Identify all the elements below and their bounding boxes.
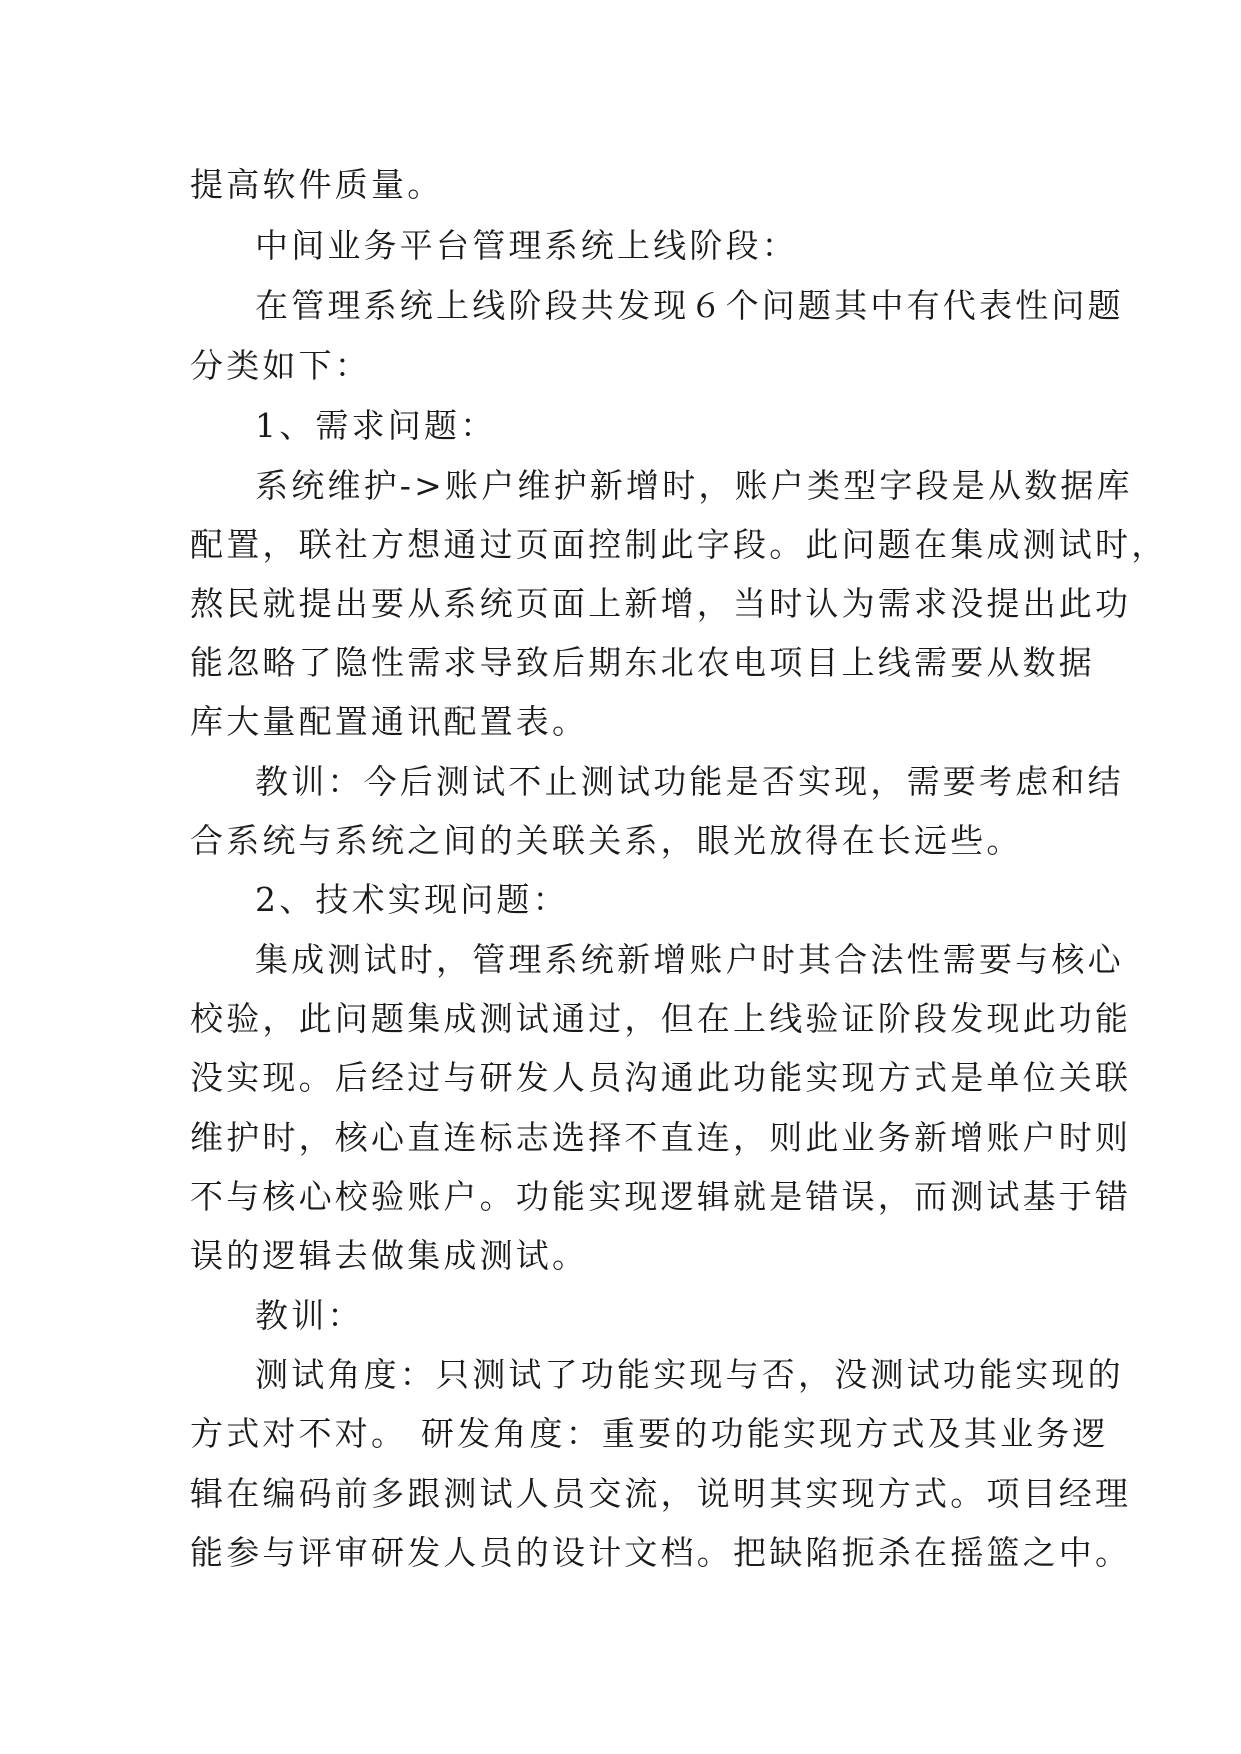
text-line: 方式对不对。 研发角度：重要的功能实现方式及其业务逻 (190, 1414, 1109, 1453)
section-heading: 中间业务平台管理系统上线阶段： (255, 226, 798, 265)
text-line: 集成测试时，管理系统新增账户时其合法性需要与核心 (255, 940, 1124, 979)
text-line: 熬民就提出要从系统页面上新增，当时认为需求没提出此功 (190, 584, 1132, 623)
text-line: 库大量配置通讯配置表。 (190, 702, 589, 741)
text-line: 校验，此问题集成测试通过，但在上线验证阶段发现此功能 (190, 999, 1132, 1038)
text-line: 维护时，核心直连标志选择不直连，则此业务新增账户时则 (190, 1118, 1132, 1157)
text-line: 测试角度：只测试了功能实现与否，没测试功能实现的 (255, 1355, 1124, 1394)
text-line: 能忽略了隐性需求导致后期东北农电项目上线需要从数据 (190, 643, 1095, 682)
text-line: 能参与评审研发人员的设计文档。把缺陷扼杀在摇篮之中。 (190, 1533, 1132, 1572)
text-line: 提高软件质量。 (190, 165, 444, 204)
text-line: 辑在编码前多跟测试人员交流，说明其实现方式。项目经理 (190, 1474, 1132, 1513)
list-heading: 2、技术实现问题： (255, 880, 569, 919)
text-line: 误的逻辑去做集成测试。 (190, 1236, 589, 1275)
text-line: 在管理系统上线阶段共发现６个问题其中有代表性问题 (255, 286, 1124, 325)
text-line: 没实现。后经过与研发人员沟通此功能实现方式是单位关联 (190, 1058, 1132, 1097)
text-line: 配置，联社方想通过页面控制此字段。此问题在集成测试时， (190, 525, 1168, 564)
text-line: 教训：今后测试不止测试功能是否实现，需要考虑和结 (255, 762, 1124, 801)
text-line: 分类如下： (190, 346, 371, 385)
text-line: 教训： (255, 1296, 364, 1335)
list-heading: 1、需求问题： (255, 406, 497, 445)
text-line: 系统维护->账户维护新增时，账户类型字段是从数据库 (255, 466, 1133, 505)
text-line: 合系统与系统之间的关联关系，眼光放得在长远些。 (190, 821, 1023, 860)
text-line: 不与核心校验账户。功能实现逻辑就是错误，而测试基于错 (190, 1177, 1132, 1216)
